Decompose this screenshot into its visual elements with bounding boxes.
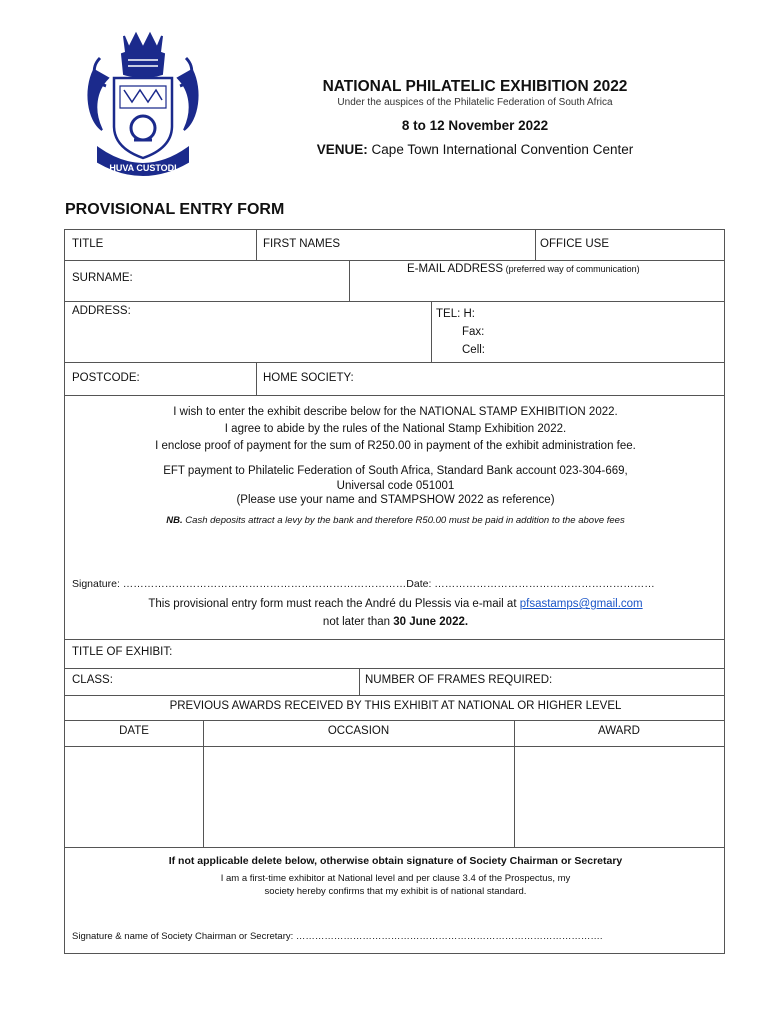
cell-field[interactable]: Cell:	[462, 344, 486, 356]
awards-award-cell[interactable]	[515, 746, 724, 847]
awards-col-award: AWARD	[598, 725, 640, 737]
contact-email-link[interactable]: pfsastamps@gmail.com	[519, 598, 643, 610]
email-field[interactable]	[407, 263, 640, 275]
exhibition-venue	[250, 142, 700, 157]
tel-home-field[interactable]: TEL: H:	[436, 308, 475, 320]
eft-line-3: (Please use your name and STAMPSHOW 2022 as reference)	[236, 494, 555, 506]
awards-col-date: DATE	[119, 725, 149, 737]
crest-motto: HUVA CUSTODI	[109, 163, 177, 173]
applicant-signature-line[interactable]: Signature: ………………………………………………………………………Date: ………………………………………………………	[72, 578, 655, 590]
office-use-label: OFFICE USE	[540, 238, 610, 250]
deadline-prefix: not later than	[322, 616, 394, 628]
entry-form	[64, 229, 725, 954]
venue-label: VENUE:	[316, 142, 368, 157]
awards-date-cell[interactable]	[65, 746, 203, 847]
deadline-text: This provisional entry form must reach the André du Plessis via e-mail at	[148, 598, 520, 610]
previous-awards-heading: PREVIOUS AWARDS RECEIVED BY THIS EXHIBIT AT NATIONAL OR HIGHER LEVEL	[169, 700, 622, 712]
declaration-line-2: I agree to abide by the rules of the National Stamp Exhibition 2022.	[224, 423, 567, 435]
address-field[interactable]: ADDRESS:	[72, 305, 131, 317]
home-society-field[interactable]: HOME SOCIETY:	[263, 372, 354, 384]
eft-line-2: Universal code 051001	[336, 480, 455, 492]
postcode-field[interactable]: POSTCODE:	[72, 372, 140, 384]
exhibition-subtitle: Under the auspices of the Philatelic Federation of South Africa	[337, 97, 613, 108]
first-names-field[interactable]: FIRST NAMES	[263, 238, 341, 250]
exhibition-title: NATIONAL PHILATELIC EXHIBITION 2022	[322, 78, 628, 95]
declaration-line-1: I wish to enter the exhibit describe below for the NATIONAL STAMP EXHIBITION 2022.	[173, 406, 618, 418]
awards-col-occasion: OCCASION	[327, 725, 390, 737]
endorsement-line-1: I am a first-time exhibitor at National level and per clause 3.4 of the Prospectus, my	[220, 873, 571, 884]
endorsement-line-2: society hereby confirms that my exhibit is of national standard.	[264, 886, 527, 897]
exhibit-title-field[interactable]: TITLE OF EXHIBIT:	[72, 646, 173, 658]
cash-deposit-note	[65, 515, 726, 526]
society-signature-line[interactable]: Signature & name of Society Chairman or Secretary: …………………………………………………………………………………….	[72, 931, 603, 942]
surname-field[interactable]: SURNAME:	[72, 272, 133, 284]
nb-label: NB.	[166, 515, 183, 526]
email-note: (preferred way of communication)	[503, 264, 640, 274]
awards-occasion-cell[interactable]	[204, 746, 514, 847]
form-title: PROVISIONAL ENTRY FORM	[65, 201, 285, 218]
title-field[interactable]: TITLE	[72, 238, 104, 250]
fax-field[interactable]: Fax:	[462, 326, 485, 338]
endorsement-heading: If not applicable delete below, otherwise obtain signature of Society Chairman or Secretary	[168, 855, 623, 867]
declaration-line-3: I enclose proof of payment for the sum of R250.00 in payment of the exhibit administration fee.	[155, 440, 636, 452]
class-field[interactable]: CLASS:	[72, 674, 113, 686]
federation-crest-logo	[84, 30, 202, 180]
eft-line-1: EFT payment to Philatelic Federation of South Africa, Standard Bank account 023-304-669,	[163, 465, 628, 477]
email-label: E-MAIL ADDRESS	[407, 263, 504, 275]
deadline-date: 30 June 2022.	[393, 616, 469, 628]
nb-text: Cash deposits attract a levy by the bank and therefore R50.00 must be paid in addition to the above fees	[182, 515, 625, 526]
deadline-date-line	[65, 616, 726, 628]
frames-required-field[interactable]: NUMBER OF FRAMES REQUIRED:	[365, 674, 553, 686]
venue-value: Cape Town International Convention Center	[367, 142, 634, 157]
deadline-notice	[65, 598, 726, 610]
exhibition-dates: 8 to 12 November 2022	[401, 118, 549, 133]
